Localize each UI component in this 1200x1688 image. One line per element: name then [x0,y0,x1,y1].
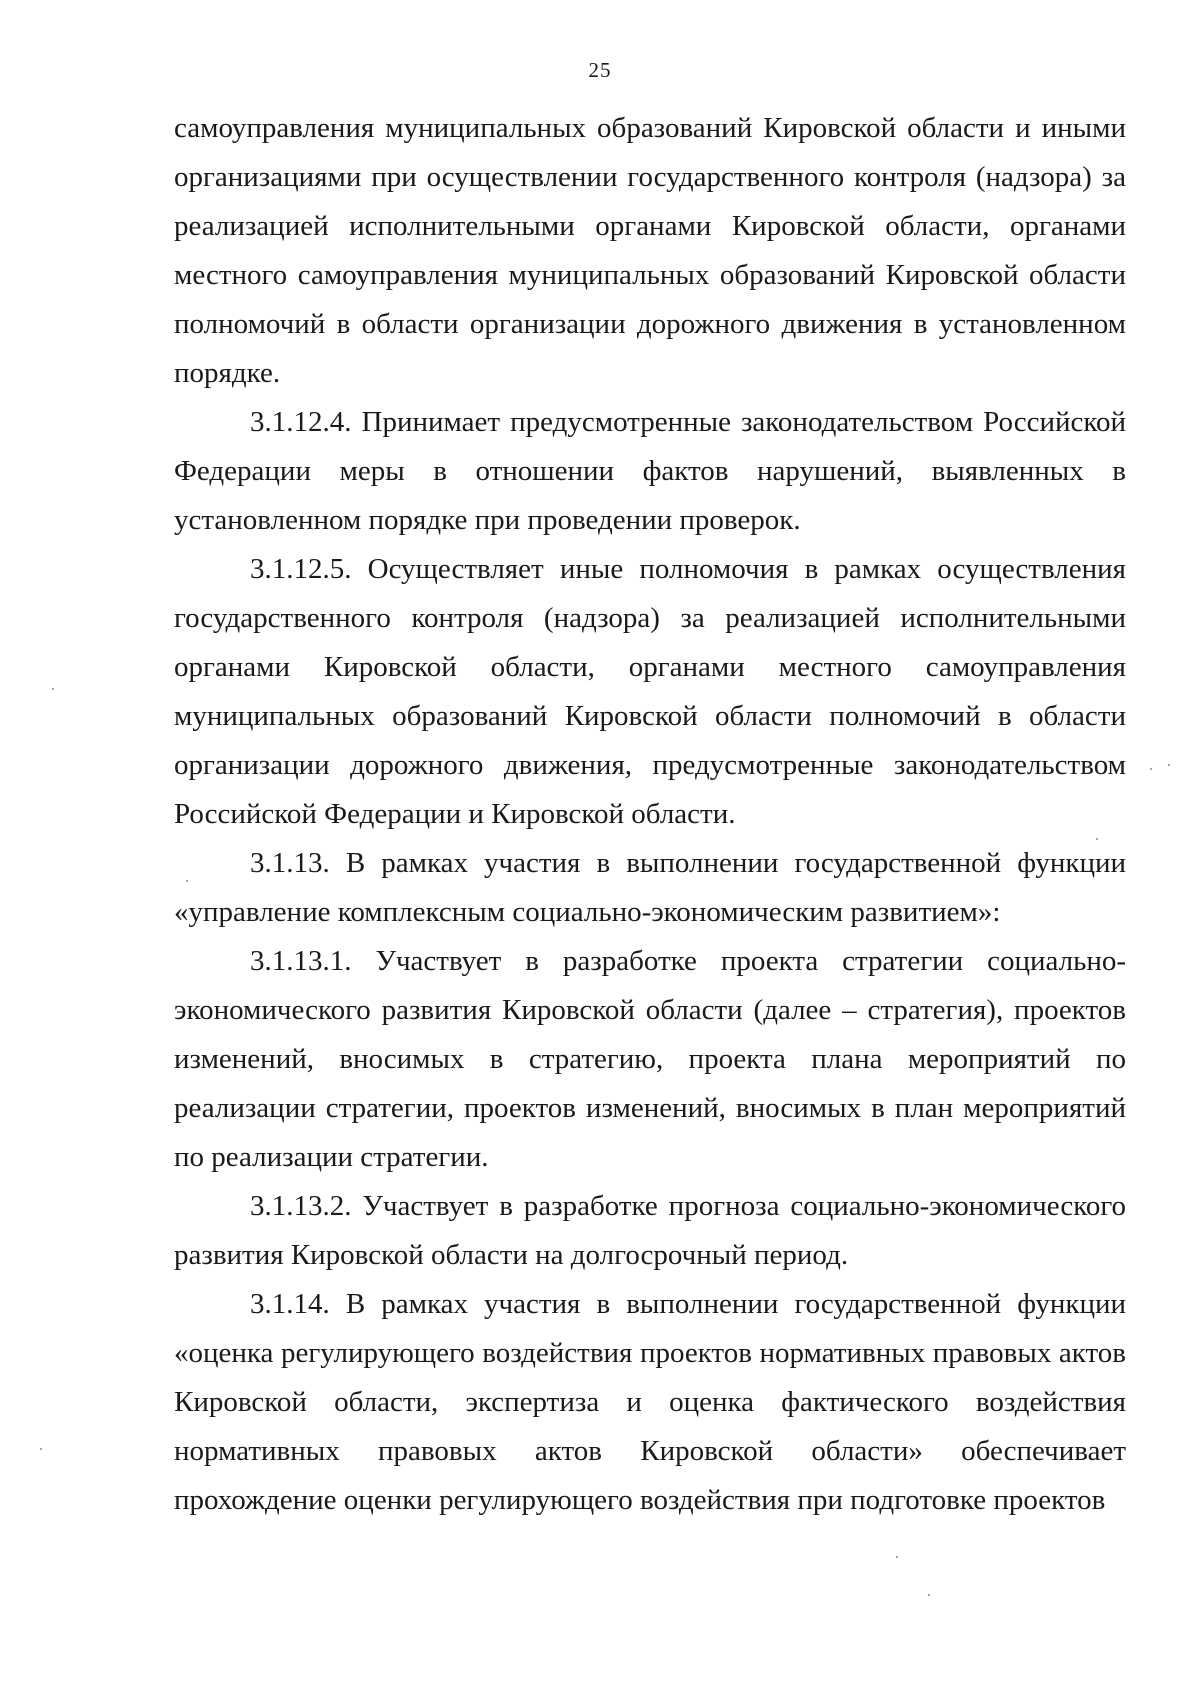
scan-speck [1096,838,1098,840]
paragraph-3-1-13-2: 3.1.13.2. Участвует в разработке прогноза социально-экономического развития Кировской области на долгосрочный период. [174,1190,1126,1271]
paragraph-3-1-12-5: 3.1.12.5. Осуществляет иные полномочия в рамках осуществления государственного контроля (надзора) за реализацией исполнительными органами Кировской области, органами местного самоуправления муниципальных образований Кировской области полномочий в области организации дорожного движения, предусмотренные законодательством Российской Федерации и Кировской области. [174,553,1126,830]
scan-speck [186,880,188,882]
scan-speck [1168,764,1170,766]
paragraph-3-1-13: 3.1.13. В рамках участия в выполнении государственной функции «управление комплексным социально-экономическим развитием»: [174,847,1126,928]
paragraph-continuation: самоуправления муниципальных образований Кировской области и иными организациями при осуществлении государственного контроля (надзора) за реализацией исполнительными органами Кировской области, органами местного самоуправления муниципальных образований Кировской области полномочий в области организации дорожного движения в установленном порядке. [174,112,1126,389]
scan-speck [40,1448,42,1450]
scan-speck [896,1556,898,1558]
scan-speck [1150,768,1152,770]
scan-speck [52,688,54,690]
page-number: 25 [588,58,612,82]
document-body [174,104,1126,1525]
paragraph-3-1-12-4: 3.1.12.4. Принимает предусмотренные законодательством Российской Федерации меры в отношении фактов нарушений, выявленных в установленном порядке при проведении проверок. [174,406,1126,536]
paragraph-3-1-13-1: 3.1.13.1. Участвует в разработке проекта стратегии социально-экономического развития Кировской области (далее – стратегия), проектов изменений, вносимых в стратегию, проекта плана мероприятий по реализации стратегии, проектов изменений, вносимых в план мероприятий по реализации стратегии. [174,945,1126,1173]
paragraph-3-1-14: 3.1.14. В рамках участия в выполнении государственной функции «оценка регулирующего воздействия проектов нормативных правовых актов Кировской области, экспертиза и оценка фактического воздействия нормативных правовых актов Кировской области» обеспечивает прохождение оценки регулирующего воздействия при подготовке проектов [174,1288,1126,1516]
scan-speck [928,1594,930,1596]
